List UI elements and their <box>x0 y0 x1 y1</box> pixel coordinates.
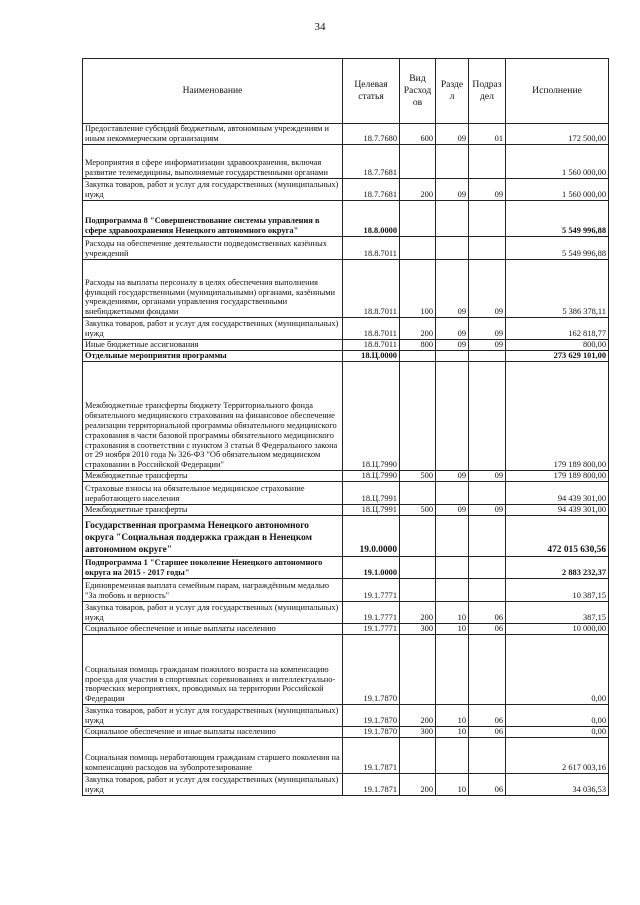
row-amount: 10 387,15 <box>506 579 609 602</box>
row-amount: 94 439 301,00 <box>506 482 609 505</box>
row-amount: 94 439 301,00 <box>506 505 609 516</box>
row-code: 19.1.7771 <box>343 602 400 624</box>
row-code: 18.Ц.7990 <box>343 362 400 471</box>
table-row <box>83 505 609 516</box>
row-name: Межбюджетные трансферты бюджету Территориального фонда обязательного медицинского страхования на финансовое обеспечение реализации территориальной программы обязательного медицинского страхования в части базовой программы обязательного медицинского страхования в соответствии с пунктом 3 статьи 8 Федерального закона от 29 ноября 2010 года № 326-ФЗ "Об обязательном медицинском страховании в Российской Федерации" <box>83 362 343 471</box>
row-podrazdel: 09 <box>469 505 506 516</box>
row-vid: 100 <box>400 260 436 318</box>
row-name: Иные бюджетные ассигнования <box>83 340 343 351</box>
row-podrazdel <box>469 351 506 362</box>
row-name: Отдельные мероприятия программы <box>83 351 343 362</box>
row-razdel: 09 <box>436 179 469 201</box>
row-podrazdel: 06 <box>469 727 506 738</box>
row-vid <box>400 362 436 471</box>
row-vid: 200 <box>400 179 436 201</box>
row-code: 19.0.0000 <box>343 516 400 557</box>
row-vid: 600 <box>400 124 436 145</box>
row-vid <box>400 516 436 557</box>
row-name: Закупка товаров, работ и услуг для государственных (муниципальных) нужд <box>83 774 343 796</box>
row-code: 19.1.7771 <box>343 624 400 635</box>
header-section: Разде л <box>436 59 469 124</box>
row-code: 18.Ц.0000 <box>343 351 400 362</box>
row-amount: 0,00 <box>506 705 609 727</box>
row-podrazdel <box>469 516 506 557</box>
row-razdel: 10 <box>436 624 469 635</box>
row-name: Мероприятия в сфере информатизации здравоохранения, включая развитие телемедицины, выполняемые государственными органами <box>83 145 343 179</box>
row-amount: 472 015 630,56 <box>506 516 609 557</box>
row-name: Социальная помощь гражданам пожилого возраста на компенсацию проезда для участия в спортивных соревнованиях и интеллектуально-творческих мероприятиях, проводимых на территории Российской Федерации <box>83 635 343 705</box>
row-razdel <box>436 579 469 602</box>
header-type: Вид Расход ов <box>400 59 436 124</box>
row-podrazdel <box>469 482 506 505</box>
row-name: Единовременная выплата семейным парам, награждённым медалью "За любовь и верность" <box>83 579 343 602</box>
row-podrazdel: 06 <box>469 705 506 727</box>
table-row <box>83 260 609 318</box>
row-code: 18.8.7011 <box>343 260 400 318</box>
row-razdel: 09 <box>436 505 469 516</box>
row-podrazdel: 09 <box>469 340 506 351</box>
row-amount: 10 000,00 <box>506 624 609 635</box>
row-code: 18.7.7681 <box>343 145 400 179</box>
budget-table <box>82 58 609 796</box>
row-amount: 2 617 003,16 <box>506 738 609 774</box>
header-subsection: Подраз дел <box>469 59 506 124</box>
row-razdel <box>436 237 469 260</box>
table-row <box>83 482 609 505</box>
row-podrazdel <box>469 145 506 179</box>
row-podrazdel <box>469 201 506 237</box>
row-podrazdel <box>469 738 506 774</box>
row-code: 19.1.7771 <box>343 579 400 602</box>
row-name: Социальная помощь неработающим гражданам старшего поколения на компенсацию расходов на зубопротезирование <box>83 738 343 774</box>
row-name: Страховые взносы на обязательное медицинское страхование неработающего населения <box>83 482 343 505</box>
row-vid: 500 <box>400 505 436 516</box>
row-name: Подпрограмма 8 "Совершенствование системы управления в сфере здравоохранения Ненецкого автономного округа" <box>83 201 343 237</box>
row-code: 18.Ц.7991 <box>343 482 400 505</box>
row-razdel: 10 <box>436 602 469 624</box>
row-name: Закупка товаров, работ и услуг для государственных (муниципальных) нужд <box>83 705 343 727</box>
row-podrazdel: 09 <box>469 318 506 340</box>
row-razdel <box>436 516 469 557</box>
row-razdel: 09 <box>436 124 469 145</box>
table-row <box>83 351 609 362</box>
table-row <box>83 318 609 340</box>
row-name: Закупка товаров, работ и услуг для государственных (муниципальных) нужд <box>83 602 343 624</box>
table-row <box>83 516 609 557</box>
header-target: Целевая статья <box>343 59 400 124</box>
row-podrazdel: 06 <box>469 624 506 635</box>
row-name: Закупка товаров, работ и услуг для государственных (муниципальных) нужд <box>83 179 343 201</box>
row-vid: 800 <box>400 340 436 351</box>
row-code: 18.7.7681 <box>343 179 400 201</box>
row-amount: 2 883 232,37 <box>506 557 609 579</box>
row-podrazdel: 09 <box>469 260 506 318</box>
row-podrazdel: 06 <box>469 602 506 624</box>
row-name: Государственная программа Ненецкого автономного округа "Социальная поддержка граждан в Ненецком автономном округе" <box>83 516 343 557</box>
table-row <box>83 624 609 635</box>
row-amount: 0,00 <box>506 635 609 705</box>
row-code: 18.Ц.7991 <box>343 505 400 516</box>
row-name: Расходы на выплаты персоналу в целях обеспечения выполнения функций государственными (муниципальными) органами, казёнными учреждениями, органами управления государственными внебюджетными фондами <box>83 260 343 318</box>
row-amount: 387,15 <box>506 602 609 624</box>
row-amount: 172 500,00 <box>506 124 609 145</box>
row-amount: 179 189 800,00 <box>506 471 609 482</box>
row-vid <box>400 201 436 237</box>
row-amount: 34 036,53 <box>506 774 609 796</box>
table-row <box>83 579 609 602</box>
row-amount: 5 386 378,11 <box>506 260 609 318</box>
row-vid <box>400 237 436 260</box>
row-razdel <box>436 145 469 179</box>
row-code: 18.8.7011 <box>343 340 400 351</box>
row-amount: 800,00 <box>506 340 609 351</box>
row-name: Закупка товаров, работ и услуг для государственных (муниципальных) нужд <box>83 318 343 340</box>
row-code: 19.1.7871 <box>343 738 400 774</box>
row-code: 19.1.7870 <box>343 635 400 705</box>
row-vid <box>400 738 436 774</box>
table-row <box>83 738 609 774</box>
table-header-row <box>83 59 609 124</box>
row-razdel <box>436 201 469 237</box>
row-vid <box>400 579 436 602</box>
row-amount: 162 818,77 <box>506 318 609 340</box>
row-name: Предоставление субсидий бюджетным, автономным учреждениям и иным некоммерческим организациям <box>83 124 343 145</box>
table-row <box>83 340 609 351</box>
header-execution: Исполнение <box>506 59 609 124</box>
row-name: Расходы на обеспечение деятельности подведомственных казённых учреждений <box>83 237 343 260</box>
table-row <box>83 145 609 179</box>
header-name: Наименование <box>83 59 343 124</box>
row-code: 19.1.7870 <box>343 727 400 738</box>
table-row <box>83 471 609 482</box>
row-podrazdel <box>469 557 506 579</box>
row-razdel: 09 <box>436 471 469 482</box>
row-vid: 300 <box>400 624 436 635</box>
row-amount: 0,00 <box>506 727 609 738</box>
row-podrazdel: 09 <box>469 179 506 201</box>
row-podrazdel: 06 <box>469 774 506 796</box>
row-razdel <box>436 635 469 705</box>
row-name: Социальное обеспечение и иные выплаты населению <box>83 727 343 738</box>
table-row <box>83 362 609 471</box>
row-podrazdel: 01 <box>469 124 506 145</box>
row-podrazdel <box>469 237 506 260</box>
row-razdel <box>436 738 469 774</box>
row-code: 18.Ц.7990 <box>343 471 400 482</box>
row-vid: 500 <box>400 471 436 482</box>
row-code: 19.1.0000 <box>343 557 400 579</box>
row-razdel: 09 <box>436 260 469 318</box>
row-razdel <box>436 351 469 362</box>
row-code: 18.8.0000 <box>343 201 400 237</box>
row-razdel <box>436 557 469 579</box>
row-code: 19.1.7870 <box>343 705 400 727</box>
row-podrazdel <box>469 362 506 471</box>
row-amount: 1 560 000,00 <box>506 145 609 179</box>
row-vid: 200 <box>400 774 436 796</box>
row-razdel <box>436 482 469 505</box>
row-name: Социальное обеспечение и иные выплаты населению <box>83 624 343 635</box>
table-row <box>83 705 609 727</box>
row-code: 19.1.7871 <box>343 774 400 796</box>
row-amount: 5 549 996,88 <box>506 201 609 237</box>
row-amount: 5 549 996,88 <box>506 237 609 260</box>
row-amount: 1 560 000,00 <box>506 179 609 201</box>
table-row <box>83 774 609 796</box>
row-amount: 179 189 800,00 <box>506 362 609 471</box>
row-name: Межбюджетные трансферты <box>83 471 343 482</box>
row-podrazdel <box>469 579 506 602</box>
row-razdel: 10 <box>436 705 469 727</box>
row-vid: 200 <box>400 602 436 624</box>
row-name: Подпрограмма 1 "Старшее поколение Ненецкого автономного округа на 2015 - 2017 годы" <box>83 557 343 579</box>
table-row <box>83 201 609 237</box>
row-vid <box>400 557 436 579</box>
row-code: 18.7.7680 <box>343 124 400 145</box>
row-razdel: 10 <box>436 727 469 738</box>
row-vid: 200 <box>400 705 436 727</box>
row-amount: 273 629 101,00 <box>506 351 609 362</box>
row-razdel: 09 <box>436 318 469 340</box>
row-code: 18.8.7011 <box>343 318 400 340</box>
row-name: Межбюджетные трансферты <box>83 505 343 516</box>
row-podrazdel: 09 <box>469 471 506 482</box>
row-razdel: 10 <box>436 774 469 796</box>
row-vid <box>400 635 436 705</box>
row-vid: 300 <box>400 727 436 738</box>
table-row <box>83 727 609 738</box>
row-razdel: 09 <box>436 340 469 351</box>
row-razdel <box>436 362 469 471</box>
row-code: 18.8.7011 <box>343 237 400 260</box>
row-vid: 200 <box>400 318 436 340</box>
row-podrazdel <box>469 635 506 705</box>
row-vid <box>400 351 436 362</box>
table-row <box>83 179 609 201</box>
row-vid <box>400 145 436 179</box>
table-row <box>83 557 609 579</box>
page-number: 34 <box>314 21 326 33</box>
table-row <box>83 124 609 145</box>
row-vid <box>400 482 436 505</box>
table-row <box>83 237 609 260</box>
table-row <box>83 602 609 624</box>
table-row <box>83 635 609 705</box>
